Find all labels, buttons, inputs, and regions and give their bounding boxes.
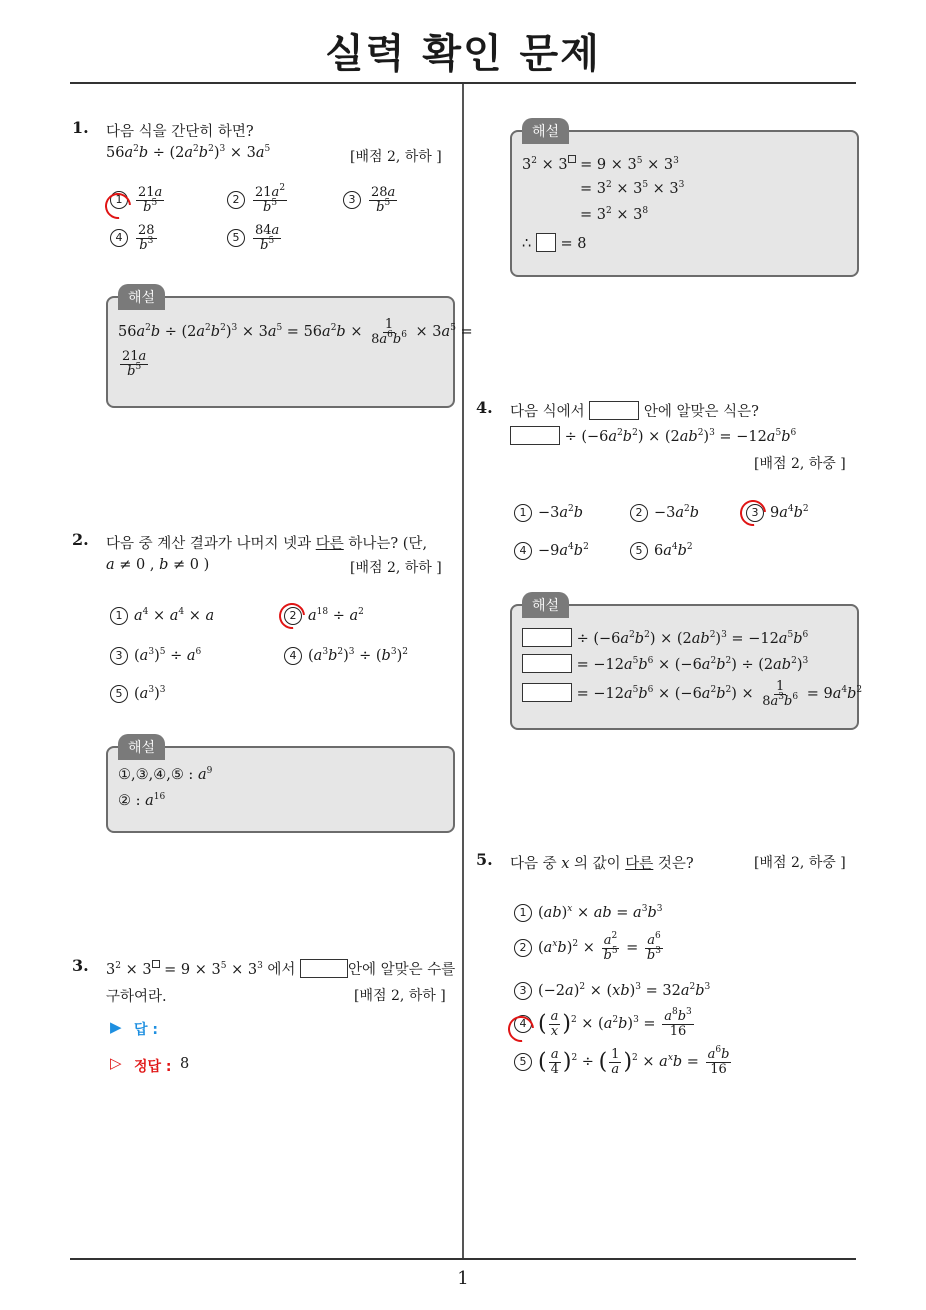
q5-question-pre: 다음 중 bbox=[510, 856, 562, 872]
q1-solution-box bbox=[106, 296, 455, 408]
q5-option-2[interactable]: 2 $(a^xb)^2$ × $\frac{a^2}{b^5}$ = $\frac{a^6}{b^3}$ bbox=[514, 934, 665, 962]
q2-question-underlined: 다른 bbox=[315, 536, 344, 552]
q2-option-3[interactable]: 3 $(a^3)^5 \div a^6$ bbox=[110, 647, 201, 665]
q3-correct-label: 정답 : bbox=[134, 1059, 172, 1075]
q5-question: 다음 중 x 의 값이 다른 것은? bbox=[510, 856, 694, 872]
q4-solution-blank-1 bbox=[522, 628, 572, 647]
q3-solution-line2: = $3^2 \times 3^5 \times 3^3$ bbox=[580, 180, 685, 197]
q2-option-1[interactable]: 1 $a^4 \times a^4 \times a$ bbox=[110, 607, 214, 625]
q2-score: [배점 2, 하하 ] bbox=[350, 560, 442, 576]
correct-arrow-icon: ▷ bbox=[110, 1054, 122, 1072]
q3-number: 3. bbox=[72, 956, 89, 975]
q3-correct-value: 8 bbox=[180, 1056, 190, 1072]
q2-solution-tab: 해설 bbox=[118, 734, 165, 760]
q2-question-text-end: 하나는? (단, bbox=[343, 536, 428, 552]
q4-answer-mark bbox=[735, 495, 772, 532]
q4-question-line1 bbox=[510, 400, 759, 421]
q2-number: 2. bbox=[72, 530, 89, 549]
q5-question-end: 것은? bbox=[653, 856, 694, 872]
answer-arrow-icon: ▶ bbox=[110, 1018, 122, 1036]
q4-blank-box bbox=[589, 401, 639, 420]
q1-solution-line2: $\frac{21a}{b^5}$ bbox=[122, 349, 147, 379]
q4-option-1[interactable]: $1 -3a^2b$ bbox=[514, 504, 583, 522]
q2-question-line2: a ≠ 0 , b ≠ 0 ) bbox=[106, 557, 210, 573]
q5-number: 5. bbox=[476, 850, 493, 869]
q4-score: [배점 2, 하중 ] bbox=[754, 456, 846, 472]
q1-option-2[interactable]: 2 $\frac{21a^2}{b^5}$ bbox=[227, 186, 289, 214]
q1-solution-line1: $56a^2b \div (2a^2b^2)^3 \times 3a^5 = 56a^2b$ × $\frac{1}{8a^6b^6}$ × $3a^5$ = bbox=[118, 317, 473, 347]
q3-answer-label: 답 : bbox=[134, 1022, 158, 1038]
q3-solution-line4: ∴ = 8 bbox=[522, 233, 586, 252]
column-divider bbox=[462, 84, 464, 1258]
q5-option-4[interactable]: 4 ( $\frac{a}{x}$ )$^2 \times (a^2b)^3$ = $\frac{a^8b^3}{16}$ bbox=[514, 1010, 696, 1038]
q2-solution-line1: ①,③,④,⑤ : $a^9$ bbox=[118, 766, 213, 783]
q3-solution-line1: $3^2 \times 3 = 9 \times 3^5 \times 3^3$ bbox=[522, 156, 679, 173]
q3-score: [배점 2, 하하 ] bbox=[354, 988, 446, 1004]
q3-solution-blank bbox=[536, 233, 556, 252]
q4-option-2[interactable]: $2 -3a^2b$ bbox=[630, 504, 699, 522]
q3-blank-box bbox=[300, 959, 348, 978]
q5-question-mid: 의 값이 bbox=[569, 856, 626, 872]
q1-question: 다음 식을 간단히 하면? bbox=[106, 124, 254, 140]
q2-solution-line2: ② : $a^{16}$ bbox=[118, 792, 166, 809]
q1-option-3[interactable]: 3 $\frac{28a}{b^5}$ bbox=[343, 186, 399, 214]
q1-expression: $56a^2b \div (2a^2b^2)^3 \times 3a^5$ bbox=[106, 144, 271, 161]
footer-divider bbox=[70, 1258, 856, 1260]
q5-option-3[interactable]: 3 $(-2a)^2 \times (xb)^3 = 32a^2b^3$ bbox=[514, 982, 710, 1000]
q5-option-1[interactable]: 1 (ab)$^x$ × ab = $a^3b^3$ bbox=[514, 904, 662, 922]
q3-solution-tab: 해설 bbox=[522, 118, 569, 144]
q4-question-post: 안에 알맞은 식은? bbox=[639, 404, 759, 420]
q4-solution-tab: 해설 bbox=[522, 592, 569, 618]
page-number: 1 bbox=[457, 1268, 469, 1289]
q4-expression: ÷ $(-6a^2b^2) \times (2ab^2)^3 = -12a^5b^6$ bbox=[510, 426, 796, 445]
q1-solution-tab: 해설 bbox=[118, 284, 165, 310]
q2-question-line1 bbox=[106, 532, 427, 553]
q3-question-end: 안에 알맞은 수를 bbox=[348, 962, 456, 978]
q2-question-text: 다음 중 계산 결과가 나머지 넷과 bbox=[106, 536, 316, 552]
q4-option-5[interactable]: 5 $6a^4b^2$ bbox=[630, 542, 693, 560]
q1-option-4[interactable]: 4 $\frac{28}{b^3}$ bbox=[110, 224, 159, 252]
q2-option-2[interactable]: 2 $a^{18} \div a^2$ bbox=[284, 607, 364, 625]
q3-solution-result: = 8 bbox=[560, 236, 587, 252]
q2-solution-label1: ①,③,④,⑤ : bbox=[118, 767, 198, 783]
q5-question-underlined: 다른 bbox=[625, 856, 654, 872]
q4-expression-blank bbox=[510, 426, 560, 445]
q2-solution-label2: ② : bbox=[118, 793, 146, 809]
q5-option-5[interactable]: 5 ( $\frac{a}{4}$ )$^2$ ÷ ( $\frac{1}{a}$ )$^2 \times a^xb$ = $\frac{a^6b}{16}$ bbox=[514, 1048, 733, 1076]
q4-option-3[interactable]: 3 $9a^4b^2$ bbox=[746, 504, 809, 522]
q3-solution-line3: = $3^2 \times 3^8$ bbox=[580, 206, 649, 223]
q3-question-mid: 에서 bbox=[262, 962, 301, 978]
q5-score: [배점 2, 하중 ] bbox=[754, 855, 846, 871]
q3-solution-box bbox=[510, 130, 859, 277]
q4-solution-line3: = $-12a^5b^6 \times (-6a^2b^2)$ × $\frac{1}{8a^3b^6}$ = $9a^4b^2$ bbox=[522, 680, 862, 708]
q4-solution-line2: = $-12a^5b^6 \times (-6a^2b^2) \div (2ab^2)^3$ bbox=[522, 654, 808, 673]
q4-option-4[interactable]: $4 -9a^4b^2$ bbox=[514, 542, 589, 560]
q1-score: [배점 2, 하하 ] bbox=[350, 149, 442, 165]
q1-number: 1. bbox=[72, 118, 89, 137]
q4-solution-blank-2 bbox=[522, 654, 572, 673]
q1-option-1[interactable]: 1 $\frac{21a}{b^5}$ bbox=[110, 186, 166, 214]
q3-question-line1: $3^2 \times 3 = 9 \times 3^5 \times 3^3$ 에서 안에 알맞은 수를 bbox=[106, 961, 456, 978]
q2-option-5[interactable]: 5 $(a^3)^3$ bbox=[110, 685, 165, 703]
q2-answer-mark bbox=[274, 598, 311, 635]
page-title: 실력 확인 문제 bbox=[325, 31, 601, 77]
q3-question-line2: 구하여라. bbox=[106, 989, 167, 1005]
q2-option-4[interactable]: 4 $(a^3b^2)^3 \div (b^3)^2$ bbox=[284, 647, 408, 665]
q4-solution-line1: ÷ $(-6a^2b^2) \times (2ab^2)^3 = -12a^5b^6$ bbox=[522, 628, 808, 647]
q4-solution-blank-3 bbox=[522, 683, 572, 702]
q1-option-5[interactable]: 5 $\frac{84a}{b^5}$ bbox=[227, 224, 283, 252]
q4-question-pre: 다음 식에서 bbox=[510, 404, 590, 420]
q4-number: 4. bbox=[476, 398, 493, 417]
